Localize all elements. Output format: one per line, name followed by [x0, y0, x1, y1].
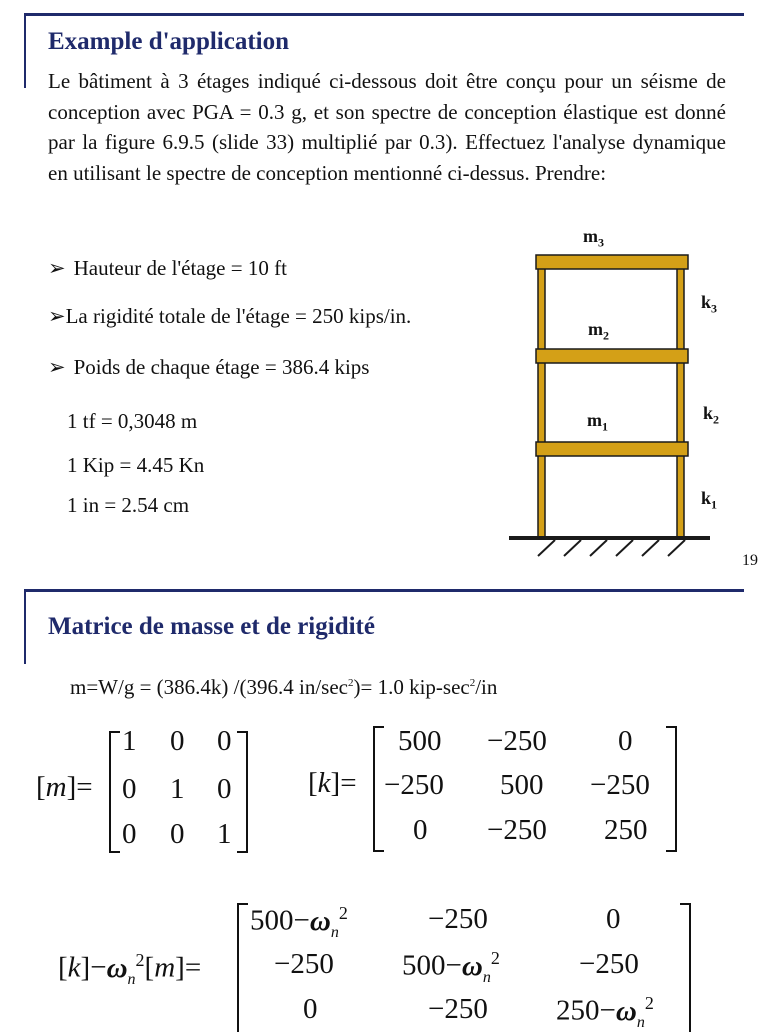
- bullet-story-weight: ➢ Poids de chaque étage = 386.4 kips: [48, 355, 370, 379]
- slide-title: Matrice de masse et de rigidité: [48, 613, 375, 640]
- stiffness-label-3: $k_3$: [701, 292, 718, 316]
- mass-cell: 0: [217, 725, 232, 757]
- mass-cell: 1: [217, 818, 232, 850]
- mass-matrix-label: [m]=: [36, 771, 93, 803]
- stiffness-cell: 250: [604, 814, 648, 846]
- mass-cell: 0: [122, 773, 137, 805]
- mass-label-1: $m_1$: [587, 410, 608, 434]
- characteristic-cell: 0: [303, 993, 318, 1025]
- left-column: [538, 264, 545, 538]
- page-number: 19: [742, 552, 758, 569]
- side-accent-bar: [24, 589, 26, 664]
- mass-cell: 1: [170, 773, 185, 805]
- stiffness-cell: −250: [590, 769, 650, 801]
- side-accent-bar: [24, 13, 26, 88]
- arrow-bullet-icon: ➢: [48, 256, 66, 280]
- mass-label-3: $m_3$: [583, 226, 604, 250]
- floor-slab-1: [536, 442, 688, 456]
- stiffness-cell: 500: [500, 769, 544, 801]
- characteristic-cell: $500-\omega_n^2$: [250, 903, 348, 941]
- stiffness-label-2: $k_2$: [703, 403, 720, 427]
- characteristic-cell: 0: [606, 903, 621, 935]
- arrow-bullet-icon: ➢: [48, 304, 66, 328]
- arrow-bullet-icon: ➢: [48, 355, 66, 379]
- floor-slab-2: [536, 349, 688, 363]
- floor-slab-3: [536, 255, 688, 269]
- stiffness-cell: 500: [398, 725, 442, 757]
- characteristic-cell: −250: [428, 993, 488, 1025]
- mass-cell: 0: [217, 773, 232, 805]
- mass-cell: 0: [170, 725, 185, 757]
- stiffness-label-1: $k_1$: [701, 488, 718, 512]
- top-accent-bar: [24, 13, 744, 16]
- mass-label-2: $m_2$: [588, 319, 609, 343]
- ground-hatch: [538, 540, 685, 556]
- characteristic-cell: $500-\omega_n^2$: [402, 948, 500, 986]
- stiffness-cell: −250: [487, 814, 547, 846]
- stiffness-cell: 0: [618, 725, 633, 757]
- mass-formula: m=W/g = (386.4k) /(396.4 $in/\sec^2)= 1.0$ kip-$\sec^2/in$: [70, 675, 498, 699]
- conversion-in: 1 in = 2.54 cm: [67, 493, 190, 517]
- characteristic-cell: −250: [428, 903, 488, 935]
- characteristic-cell: $250-\omega_n^2$: [556, 993, 654, 1031]
- conversion-kip: 1 Kip = 4.45 Kn: [67, 453, 205, 477]
- stiffness-cell: 0: [413, 814, 428, 846]
- stiffness-cell: −250: [487, 725, 547, 757]
- characteristic-matrix-label: $[k]-\omega_n^2[m]=$: [58, 950, 202, 988]
- slide-title: Example d'application: [48, 28, 290, 55]
- stiffness-matrix-label: [k]=: [308, 767, 357, 799]
- mass-cell: 1: [122, 725, 137, 757]
- stiffness-cell: −250: [384, 769, 444, 801]
- characteristic-cell: −250: [579, 948, 639, 980]
- frame-columns: [538, 264, 684, 538]
- slide-2: [0, 585, 768, 1031]
- bullet-story-stiffness: ➢La rigidité totale de l'étage = 250 kips/in.: [48, 304, 412, 328]
- bullet-story-height: ➢ Hauteur de l'étage = 10 ft: [48, 256, 287, 280]
- problem-statement: Le bâtiment à 3 étages indiqué ci-dessous doit être conçu pour un séisme de conception avec PGA = 0.3 g, et son spectre de conception élastique est donné par la figure 6.9.5 (slide 33) multiplié par 0.3). Effectuez l'analyse dynamique en utilisant le spectre de conception mentionné ci-dessus. Prendre:: [48, 69, 726, 185]
- top-accent-bar: [24, 589, 744, 592]
- three-story-frame-diagram: [505, 250, 720, 560]
- characteristic-cell: −250: [274, 948, 334, 980]
- right-column: [677, 264, 684, 538]
- conversion-ft: 1 tf = 0,3048 m: [67, 409, 198, 433]
- mass-cell: 0: [122, 818, 137, 850]
- mass-cell: 0: [170, 818, 185, 850]
